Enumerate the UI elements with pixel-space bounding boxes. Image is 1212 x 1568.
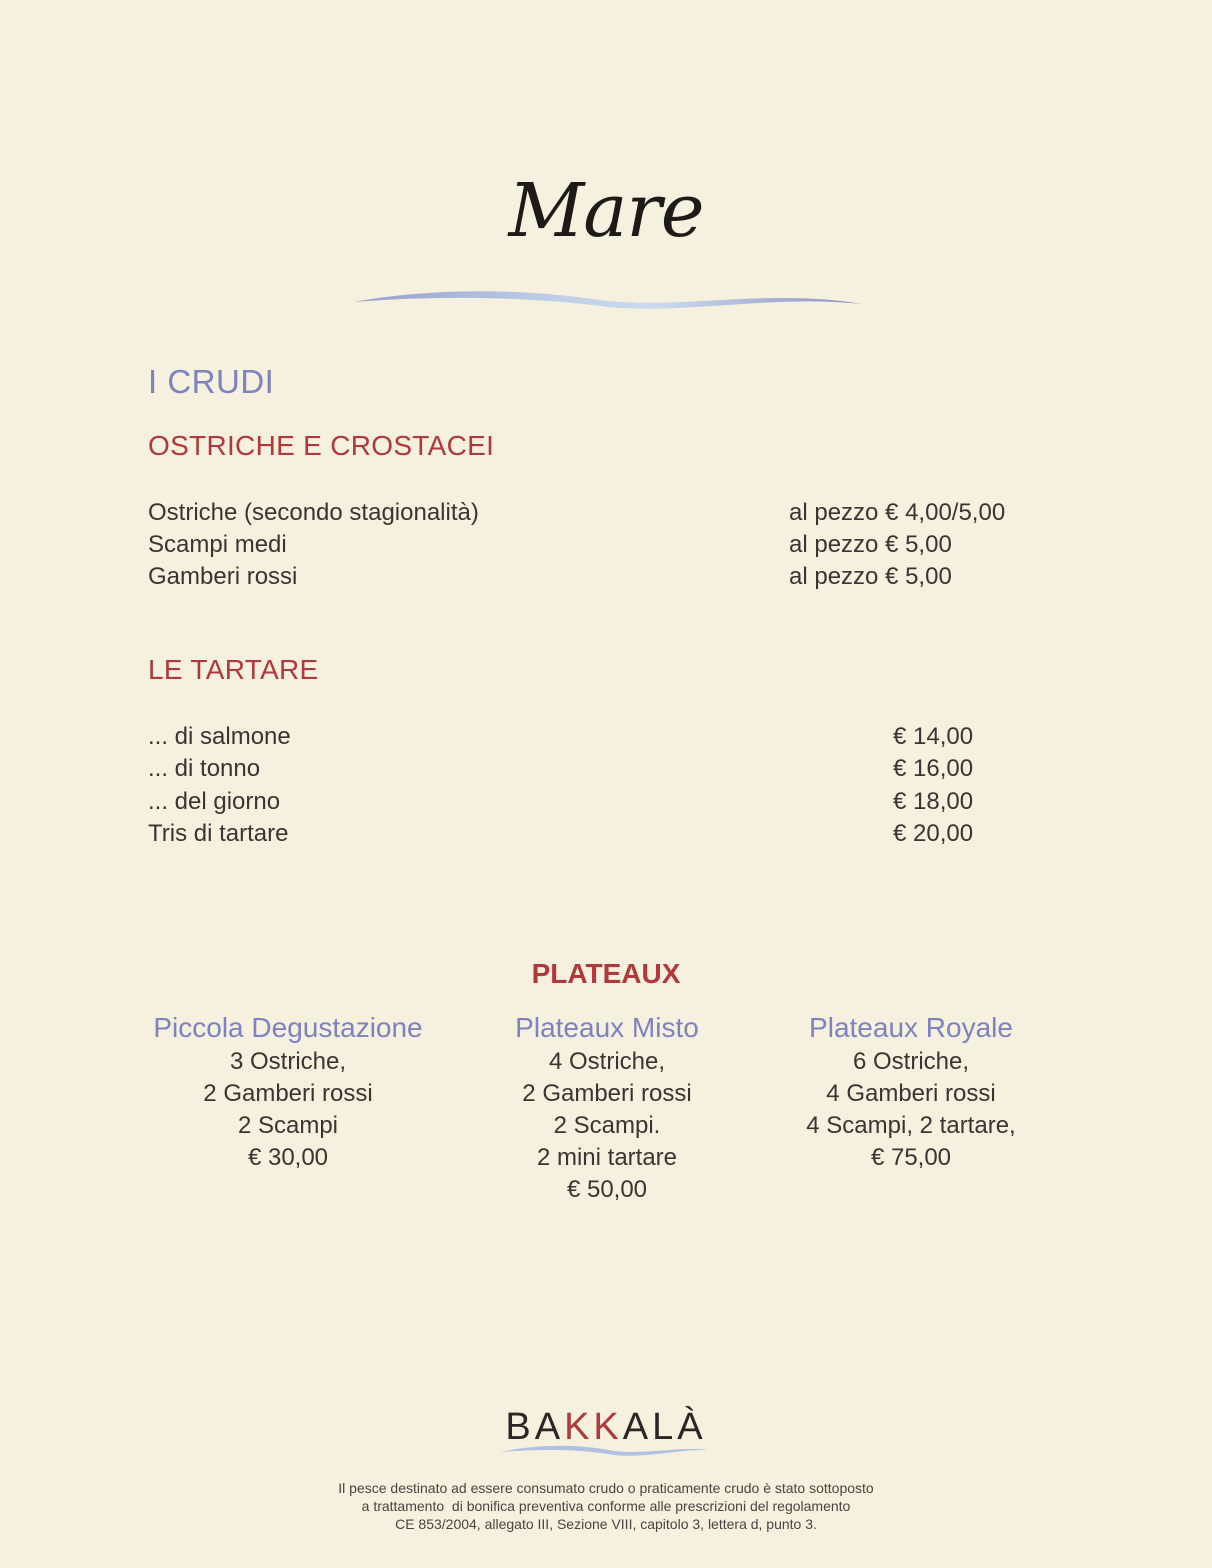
item-price: € 20,00	[893, 820, 974, 847]
plateau-title: Plateaux Royale	[809, 1012, 1013, 1043]
plateau-line: 2 Scampi	[237, 1112, 339, 1139]
logo-wave-icon	[498, 1440, 712, 1458]
item-price: € 16,00	[893, 755, 974, 782]
wave-divider-icon	[350, 282, 865, 312]
disclaimer	[0, 1479, 1212, 1533]
plateau-title: Piccola Degustazione	[153, 1012, 423, 1043]
plateau-line: 6 Ostriche,	[852, 1048, 970, 1075]
plateau-line: 2 mini tartare	[536, 1144, 678, 1171]
item-price: al pezzo € 5,00	[789, 531, 952, 558]
disclaimer-line: a trattamento di bonifica preventiva conforme alle prescrizioni del regolamento	[361, 1498, 851, 1514]
plateau-price: € 30,00	[247, 1144, 329, 1171]
plateau-piccola	[118, 1010, 458, 1174]
ostriche-heading: OSTRICHE E CROSTACEI	[148, 430, 495, 461]
plateau-line: 4 Ostriche,	[548, 1048, 666, 1075]
section-heading: I CRUDI	[148, 363, 275, 400]
item-name: Gamberi rossi	[148, 563, 298, 590]
plateau-line: 2 Gamberi rossi	[203, 1080, 373, 1107]
disclaimer-line: CE 853/2004, allegato III, Sezione VIII, capitolo 3, lettera d, punto 3.	[395, 1516, 817, 1532]
item-name: ... del giorno	[148, 788, 281, 815]
item-price: al pezzo € 4,00/5,00	[789, 499, 1006, 526]
plateau-line: 2 Scampi.	[553, 1112, 661, 1139]
plateau-title: Plateaux Misto	[515, 1012, 699, 1043]
logo-text-part: BA	[505, 1406, 565, 1448]
item-price: € 18,00	[893, 788, 974, 815]
plateau-line: 2 Gamberi rossi	[522, 1080, 692, 1107]
item-name: Tris di tartare	[148, 820, 289, 847]
disclaimer-line: Il pesce destinato ad essere consumato crudo o praticamente crudo è stato sottoposto	[338, 1480, 874, 1496]
page-title: Mare	[508, 168, 704, 254]
item-price: al pezzo € 5,00	[789, 563, 952, 590]
plateaux-heading: PLATEAUX	[531, 958, 681, 989]
plateau-misto	[437, 1010, 777, 1206]
tartare-heading: LE TARTARE	[148, 654, 319, 685]
plateau-line: 4 Gamberi rossi	[826, 1080, 996, 1107]
plateau-price: € 75,00	[870, 1144, 952, 1171]
plateau-line: 4 Scampi, 2 tartare,	[806, 1112, 1016, 1139]
logo-text-part: ALÀ	[622, 1406, 707, 1448]
item-price: € 14,00	[893, 723, 974, 750]
logo-text-accent: KK	[564, 1406, 623, 1448]
item-name: Scampi medi	[148, 531, 287, 558]
plateau-price: € 50,00	[566, 1176, 648, 1203]
item-name: ... di salmone	[148, 723, 291, 750]
plateau-royale	[741, 1010, 1081, 1174]
item-name: Ostriche (secondo stagionalità)	[148, 499, 479, 526]
item-name: ... di tonno	[148, 755, 261, 782]
plateau-line: 3 Ostriche,	[229, 1048, 347, 1075]
